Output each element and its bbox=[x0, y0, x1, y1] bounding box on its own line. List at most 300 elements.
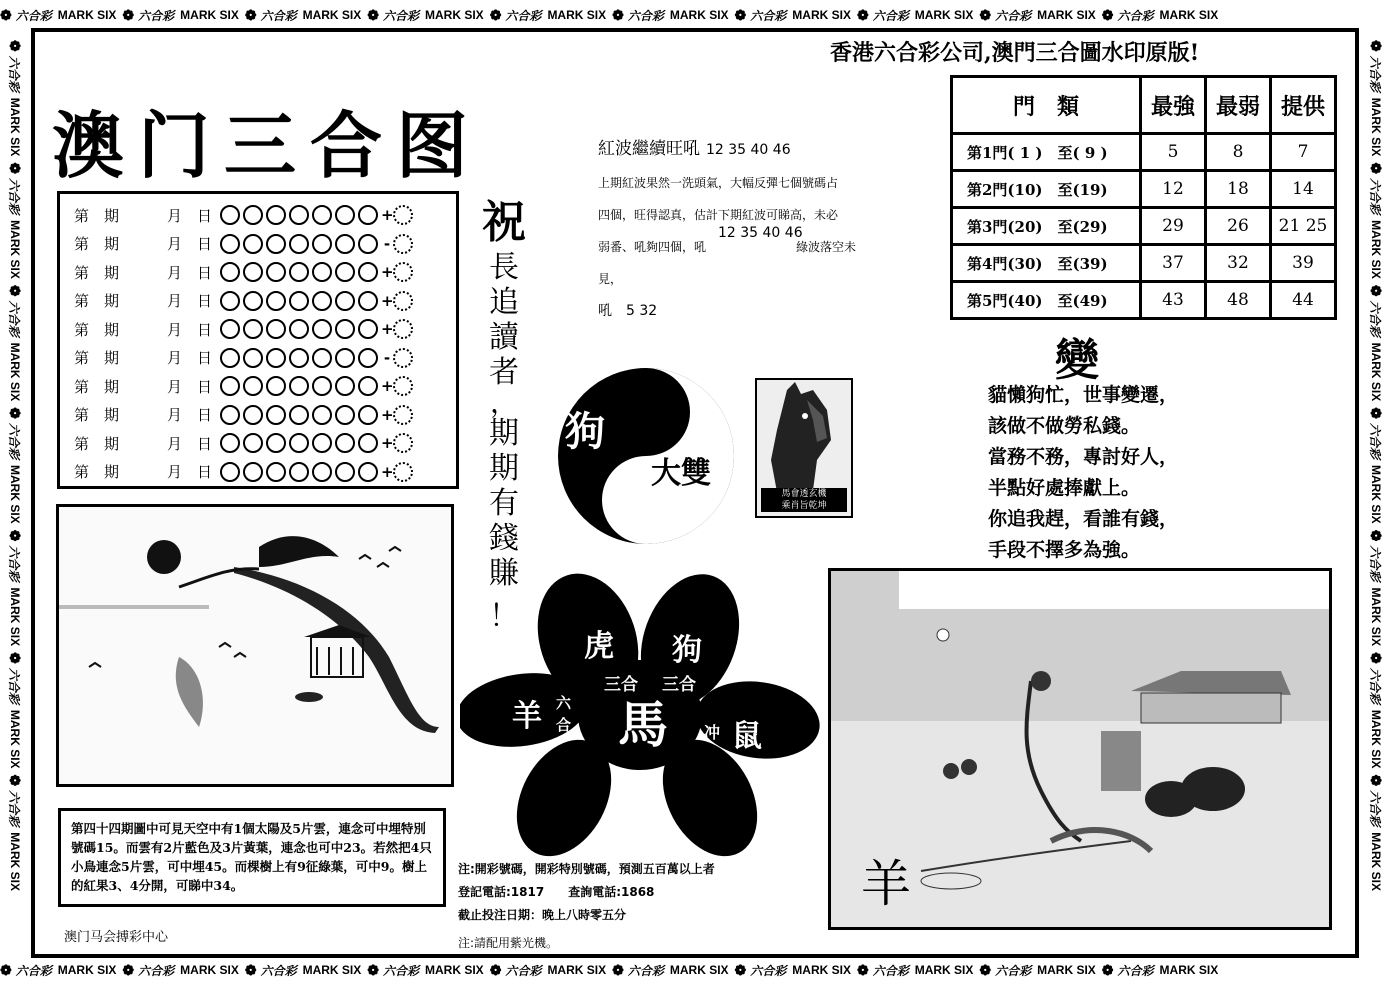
number-circle bbox=[358, 234, 378, 254]
number-circle bbox=[220, 262, 240, 282]
border-cn: 六合彩 bbox=[1368, 423, 1383, 460]
border-en: MARK SIX bbox=[914, 8, 974, 22]
period-month: 月 bbox=[166, 206, 182, 225]
horse-caption1: 馬會透玄機 bbox=[781, 489, 827, 499]
red-wave-para3: 弱番、吼夠四個，吼 bbox=[598, 240, 707, 254]
border-cn: 六合彩 bbox=[260, 8, 297, 23]
border-cn: 六合彩 bbox=[7, 300, 22, 337]
notice-line3: 截止投注日期：晚上八時零五分 bbox=[458, 908, 627, 922]
door-cell-door: 第1門( 1 ) 至( 9 ) bbox=[952, 134, 1141, 171]
flower-icon: ❁ bbox=[1368, 407, 1385, 419]
border-unit bbox=[1368, 40, 1385, 156]
flower-goat: 羊 bbox=[512, 699, 542, 734]
number-circle bbox=[266, 319, 286, 339]
poem-line: 貓懶狗忙，世事變遷， bbox=[988, 384, 1179, 406]
plus-sign: + bbox=[381, 263, 394, 281]
border-cn: 六合彩 bbox=[138, 8, 175, 23]
number-circle bbox=[243, 433, 263, 453]
border-cn: 六合彩 bbox=[7, 55, 22, 92]
plus-sign: + bbox=[381, 405, 394, 424]
period-row bbox=[74, 402, 416, 428]
door-cell-weak: 26 bbox=[1206, 208, 1271, 245]
flower-icon: ❁ bbox=[1368, 529, 1385, 542]
door-cell-weak: 18 bbox=[1206, 171, 1271, 208]
border-en: MARK SIX bbox=[914, 963, 974, 977]
border-cn: 六合彩 bbox=[138, 963, 175, 978]
door-cell-door: 第4門(30) 至(39) bbox=[952, 245, 1141, 282]
poem bbox=[988, 380, 1178, 566]
number-circle bbox=[335, 462, 355, 482]
blessing-big-char: 祝 bbox=[482, 197, 526, 248]
door-cell-offer: 21 25 bbox=[1271, 208, 1336, 245]
number-circle bbox=[289, 205, 309, 225]
border-en: MARK SIX bbox=[1369, 342, 1383, 402]
col-header-door: 門 類 bbox=[952, 77, 1141, 134]
border-cn: 六合彩 bbox=[750, 963, 787, 978]
special-number-circle bbox=[393, 291, 413, 311]
flower-icon: ❁ bbox=[979, 961, 992, 978]
flower-icon: ❁ bbox=[734, 961, 747, 978]
door-cell-strong: 43 bbox=[1141, 282, 1206, 319]
number-circle bbox=[220, 291, 240, 311]
flower-icon: ❁ bbox=[1368, 774, 1385, 787]
number-circle bbox=[289, 234, 309, 254]
number-circle bbox=[243, 319, 263, 339]
page-title: 澳门三合图 bbox=[52, 104, 483, 188]
period-row bbox=[74, 430, 416, 456]
special-number-circle bbox=[393, 205, 413, 225]
flower-horse: 馬 bbox=[618, 696, 668, 754]
yinyang-num2: 6 bbox=[633, 418, 654, 453]
border-en: MARK SIX bbox=[792, 8, 851, 22]
publisher-line: 香港六合彩公司,澳門三合圖水印原版! bbox=[830, 40, 1200, 66]
door-cell-strong: 5 bbox=[1141, 134, 1206, 171]
border-en: MARK SIX bbox=[547, 8, 607, 22]
period-day: 日 bbox=[196, 349, 212, 367]
special-number-circle bbox=[393, 462, 413, 482]
flower-icon: ❁ bbox=[244, 6, 257, 23]
right-border-strip bbox=[1361, 0, 1391, 988]
goat-label: 羊 bbox=[861, 855, 911, 913]
flower-icon: ❁ bbox=[0, 961, 12, 978]
door-row bbox=[952, 171, 1336, 208]
number-circle bbox=[243, 205, 263, 225]
uv-note: 注:請配用紫光機。 bbox=[458, 936, 559, 950]
blessing-line1: 長 追 讀 者 bbox=[489, 250, 519, 390]
period-day: 日 bbox=[196, 235, 212, 253]
flower-icon: ❁ bbox=[734, 6, 747, 23]
border-en: MARK SIX bbox=[302, 963, 362, 977]
period-day: 日 bbox=[196, 434, 212, 453]
blessing-comma: ， bbox=[489, 386, 518, 419]
notice-block bbox=[458, 858, 715, 927]
number-circle bbox=[312, 205, 332, 225]
flower-icon: ❁ bbox=[7, 162, 24, 175]
border-en: MARK SIX bbox=[669, 963, 729, 977]
period-issue: 第 期 bbox=[74, 320, 120, 339]
number-circle bbox=[358, 262, 378, 282]
border-cn: 六合彩 bbox=[15, 8, 52, 23]
number-circle bbox=[220, 462, 240, 482]
border-cn: 六合彩 bbox=[7, 667, 22, 704]
number-circle bbox=[266, 234, 286, 254]
poem-title: 變 bbox=[1055, 335, 1099, 386]
border-en: MARK SIX bbox=[57, 8, 117, 22]
door-cell-offer: 7 bbox=[1271, 134, 1336, 171]
flower-dog: 狗 bbox=[672, 633, 702, 668]
special-number-circle bbox=[393, 262, 413, 282]
border-cn: 六合彩 bbox=[505, 963, 542, 978]
period-day: 日 bbox=[196, 292, 212, 310]
period-month: 月 bbox=[166, 377, 182, 396]
border-cn: 六合彩 bbox=[872, 8, 909, 23]
number-circle bbox=[243, 462, 263, 482]
number-circle bbox=[243, 405, 263, 425]
door-cell-offer: 39 bbox=[1271, 245, 1336, 282]
border-unit bbox=[1368, 652, 1385, 768]
number-circle bbox=[312, 348, 332, 368]
number-circle bbox=[312, 462, 332, 482]
number-circle bbox=[312, 319, 332, 339]
border-en: MARK SIX bbox=[425, 8, 484, 22]
horse-caption2: 乘肖旨乾坤 bbox=[781, 501, 827, 511]
border-cn: 六合彩 bbox=[1117, 8, 1154, 23]
border-unit bbox=[122, 962, 238, 979]
period-issue: 第 期 bbox=[74, 235, 120, 253]
border-unit bbox=[1368, 775, 1385, 891]
col-header-weak: 最弱 bbox=[1206, 77, 1271, 134]
border-en: MARK SIX bbox=[792, 963, 851, 977]
number-circle bbox=[220, 376, 240, 396]
border-unit bbox=[1368, 407, 1385, 523]
border-unit bbox=[857, 962, 973, 979]
flower-icon: ❁ bbox=[979, 6, 992, 23]
flower-icon: ❁ bbox=[1368, 652, 1385, 664]
number-circle bbox=[220, 433, 240, 453]
flower-icon: ❁ bbox=[856, 6, 869, 23]
border-en: MARK SIX bbox=[8, 709, 22, 769]
border-en: MARK SIX bbox=[180, 963, 239, 977]
number-circle bbox=[266, 405, 286, 425]
period-day: 日 bbox=[196, 320, 212, 339]
flower-icon: ❁ bbox=[122, 961, 135, 978]
flower-icon: ❁ bbox=[612, 961, 624, 978]
period-row bbox=[74, 231, 416, 257]
number-circle bbox=[358, 205, 378, 225]
flower-icon: ❁ bbox=[489, 961, 502, 978]
border-en: MARK SIX bbox=[302, 8, 362, 22]
plus-sign: + bbox=[381, 320, 394, 338]
border-cn: 六合彩 bbox=[1368, 790, 1383, 827]
flower-icon: ❁ bbox=[7, 284, 24, 297]
number-circle bbox=[266, 291, 286, 311]
number-circle bbox=[335, 262, 355, 282]
landscape-picture-left bbox=[56, 504, 454, 787]
period-issue: 第 期 bbox=[74, 292, 120, 310]
flower-icon: ❁ bbox=[7, 529, 24, 542]
poem-line: 半點好處捧獻上。 bbox=[988, 477, 1141, 499]
flower-icon: ❁ bbox=[367, 6, 379, 23]
clue-description: 第四十四期圖中可見天空中有1個太陽及5片雲，連念可中埋特別號碼15。而雲有2片藍色及3片黃葉，連念也可中23。若然把4只小鳥連念5片雲，可中埋45。而棵樹上有9征綠葉，可中9。樹上的紅果3、4分開，可睇中34。 bbox=[58, 808, 446, 907]
red-wave-para3-tail: 綠波落空未見， bbox=[598, 240, 857, 286]
number-circle bbox=[289, 262, 309, 282]
border-en: MARK SIX bbox=[1369, 587, 1383, 647]
periods-box bbox=[57, 191, 459, 489]
flower-icon: ❁ bbox=[7, 774, 24, 787]
border-unit bbox=[245, 7, 361, 24]
col-header-offer: 提供 bbox=[1271, 77, 1336, 134]
number-circle bbox=[220, 348, 240, 368]
border-cn: 六合彩 bbox=[7, 423, 22, 460]
door-cell-weak: 8 bbox=[1206, 134, 1271, 171]
period-month: 月 bbox=[166, 263, 182, 282]
border-cn: 六合彩 bbox=[383, 8, 420, 23]
zodiac-flower bbox=[460, 570, 820, 860]
special-number-circle bbox=[393, 433, 413, 453]
border-cn: 六合彩 bbox=[1117, 963, 1154, 978]
border-unit bbox=[7, 775, 24, 891]
number-circle bbox=[335, 319, 355, 339]
border-en: MARK SIX bbox=[8, 220, 22, 279]
number-circle bbox=[312, 405, 332, 425]
border-cn: 六合彩 bbox=[1368, 55, 1383, 92]
number-circle bbox=[289, 291, 309, 311]
number-circle bbox=[266, 433, 286, 453]
border-en: MARK SIX bbox=[1159, 963, 1219, 977]
flower-sanhe2: 三合 bbox=[662, 675, 696, 695]
number-circle bbox=[312, 433, 332, 453]
number-circle bbox=[335, 433, 355, 453]
flower-icon: ❁ bbox=[856, 961, 869, 978]
flower-rat: 鼠 bbox=[732, 719, 762, 754]
number-circle bbox=[289, 433, 309, 453]
flower-sanhe1: 三合 bbox=[604, 675, 638, 695]
flower-icon: ❁ bbox=[1101, 961, 1114, 978]
flower-liu: 六 bbox=[556, 694, 572, 712]
border-cn: 六合彩 bbox=[15, 963, 52, 978]
winter-picture-right bbox=[828, 568, 1332, 930]
border-en: MARK SIX bbox=[1369, 465, 1383, 524]
number-circle bbox=[358, 376, 378, 396]
number-circle bbox=[289, 348, 309, 368]
col-header-strong: 最強 bbox=[1141, 77, 1206, 134]
border-unit bbox=[490, 962, 606, 979]
number-circle bbox=[358, 405, 378, 425]
flower-icon: ❁ bbox=[0, 6, 12, 23]
period-row bbox=[74, 459, 416, 485]
number-circle bbox=[358, 319, 378, 339]
border-unit bbox=[367, 7, 483, 24]
border-unit bbox=[1368, 530, 1385, 646]
border-unit bbox=[612, 7, 728, 24]
period-issue: 第 期 bbox=[74, 349, 120, 367]
period-issue: 第 期 bbox=[74, 263, 120, 282]
plus-sign: + bbox=[381, 206, 394, 224]
poem-line: 手段不擇多為強。 bbox=[988, 539, 1141, 561]
flower-icon: ❁ bbox=[489, 6, 502, 23]
flower-icon: ❁ bbox=[7, 652, 24, 664]
door-category-table bbox=[950, 75, 1337, 320]
border-unit bbox=[367, 962, 483, 979]
red-wave-para4: 吼 5 32 bbox=[598, 303, 658, 319]
border-cn: 六合彩 bbox=[750, 8, 787, 23]
border-unit bbox=[1102, 962, 1218, 979]
number-circle bbox=[220, 319, 240, 339]
border-cn: 六合彩 bbox=[1368, 545, 1383, 582]
border-unit bbox=[979, 7, 1095, 24]
border-unit bbox=[7, 162, 24, 278]
number-circle bbox=[335, 376, 355, 396]
red-wave-headline: 紅波繼續旺吼 bbox=[598, 139, 700, 159]
border-unit bbox=[7, 530, 24, 646]
blessing-line2: 期 期 有 錢 賺 bbox=[489, 416, 519, 591]
number-circle bbox=[243, 291, 263, 311]
border-en: MARK SIX bbox=[8, 342, 22, 402]
number-circle bbox=[220, 205, 240, 225]
number-circle bbox=[266, 376, 286, 396]
door-cell-weak: 32 bbox=[1206, 245, 1271, 282]
flower-icon: ❁ bbox=[367, 961, 379, 978]
border-cn: 六合彩 bbox=[1368, 667, 1383, 704]
border-unit bbox=[122, 7, 238, 24]
border-en: MARK SIX bbox=[8, 587, 22, 647]
border-en: MARK SIX bbox=[1037, 963, 1096, 977]
border-unit bbox=[735, 7, 851, 24]
red-wave-column bbox=[598, 134, 878, 327]
border-en: MARK SIX bbox=[425, 963, 484, 977]
border-unit bbox=[735, 962, 851, 979]
number-circle bbox=[266, 205, 286, 225]
special-number-circle bbox=[393, 319, 413, 339]
border-unit bbox=[7, 407, 24, 523]
border-cn: 六合彩 bbox=[627, 8, 664, 23]
border-unit bbox=[857, 7, 973, 24]
special-number-circle bbox=[393, 405, 413, 425]
border-unit bbox=[7, 40, 24, 156]
door-cell-door: 第5門(40) 至(49) bbox=[952, 282, 1141, 319]
plus-sign: + bbox=[381, 434, 394, 452]
period-row bbox=[74, 288, 416, 314]
blessing-mark: ！ bbox=[489, 599, 519, 634]
border-en: MARK SIX bbox=[1369, 97, 1383, 157]
blessing-vertical bbox=[474, 186, 534, 635]
notice-line2: 登記電話:1817 查詢電話:1868 bbox=[458, 885, 655, 899]
period-day: 日 bbox=[196, 463, 212, 481]
yinyang-num1: 3 bbox=[633, 378, 654, 413]
number-circle bbox=[358, 348, 378, 368]
period-month: 月 bbox=[166, 292, 182, 310]
border-en: MARK SIX bbox=[1159, 8, 1219, 22]
number-circle bbox=[335, 291, 355, 311]
period-row bbox=[74, 259, 416, 285]
border-cn: 六合彩 bbox=[627, 963, 664, 978]
period-issue: 第 期 bbox=[74, 463, 120, 481]
number-circle bbox=[243, 234, 263, 254]
yinyang-label: 大雙 bbox=[651, 456, 711, 491]
number-circle bbox=[335, 205, 355, 225]
number-circle bbox=[289, 405, 309, 425]
border-unit bbox=[7, 652, 24, 768]
border-unit bbox=[1368, 162, 1385, 278]
horse-image bbox=[755, 378, 853, 518]
poem-line: 當務不務，專討好人， bbox=[988, 446, 1179, 468]
flower-icon: ❁ bbox=[7, 40, 24, 52]
border-en: MARK SIX bbox=[669, 8, 729, 22]
border-unit bbox=[1368, 285, 1385, 401]
red-wave-para1: 上期紅波果然一洗頭氣，大幅反彈七個號碼占 bbox=[598, 176, 839, 190]
door-row bbox=[952, 282, 1336, 319]
border-cn: 六合彩 bbox=[7, 545, 22, 582]
number-circle bbox=[243, 348, 263, 368]
number-circle bbox=[312, 262, 332, 282]
red-wave-numbers: 12 35 40 46 bbox=[706, 142, 791, 158]
border-en: MARK SIX bbox=[8, 465, 22, 524]
yinyang-animal: 狗 bbox=[565, 409, 605, 455]
door-row bbox=[952, 134, 1336, 171]
number-circle bbox=[358, 291, 378, 311]
period-month: 月 bbox=[166, 235, 182, 253]
border-unit bbox=[979, 962, 1095, 979]
flower-he: 合 bbox=[556, 716, 572, 734]
special-number-circle bbox=[393, 348, 413, 368]
period-day: 日 bbox=[196, 377, 212, 396]
flower-icon: ❁ bbox=[1368, 40, 1385, 52]
door-cell-strong: 29 bbox=[1141, 208, 1206, 245]
door-cell-offer: 44 bbox=[1271, 282, 1336, 319]
border-en: MARK SIX bbox=[8, 832, 22, 891]
flower-icon: ❁ bbox=[612, 6, 624, 23]
border-unit bbox=[245, 962, 361, 979]
poem-line: 你追我趕，看誰有錢， bbox=[988, 508, 1179, 530]
border-en: MARK SIX bbox=[1369, 709, 1383, 769]
number-circle bbox=[335, 405, 355, 425]
border-en: MARK SIX bbox=[1369, 832, 1383, 891]
border-cn: 六合彩 bbox=[7, 790, 22, 827]
number-circle bbox=[312, 376, 332, 396]
door-row bbox=[952, 245, 1336, 282]
border-en: MARK SIX bbox=[1369, 220, 1383, 279]
number-circle bbox=[289, 376, 309, 396]
number-circle bbox=[220, 405, 240, 425]
number-circle bbox=[266, 348, 286, 368]
flower-icon: ❁ bbox=[1368, 162, 1385, 175]
period-row bbox=[74, 202, 416, 228]
poem-line: 該做不做勞私錢。 bbox=[988, 415, 1141, 437]
border-en: MARK SIX bbox=[57, 963, 117, 977]
number-circle bbox=[266, 462, 286, 482]
border-en: MARK SIX bbox=[547, 963, 607, 977]
period-row bbox=[74, 345, 416, 371]
plus-sign: - bbox=[383, 348, 391, 367]
border-cn: 六合彩 bbox=[995, 8, 1032, 23]
top-border-strip bbox=[0, 0, 1391, 30]
period-day: 日 bbox=[196, 263, 212, 282]
border-cn: 六合彩 bbox=[995, 963, 1032, 978]
flower-tiger: 虎 bbox=[584, 629, 614, 664]
border-cn: 六合彩 bbox=[383, 963, 420, 978]
border-en: MARK SIX bbox=[180, 8, 239, 22]
red-wave-para2: 四個，旺得認真，估計下期紅波可睇高，未必 bbox=[598, 208, 839, 222]
period-day: 日 bbox=[196, 206, 212, 225]
number-circle bbox=[358, 462, 378, 482]
special-number-circle bbox=[393, 234, 413, 254]
border-unit bbox=[7, 285, 24, 401]
number-circle bbox=[335, 348, 355, 368]
period-month: 月 bbox=[166, 320, 182, 339]
plus-sign: - bbox=[383, 234, 391, 253]
center-name: 澳门马会搏彩中心 bbox=[64, 930, 169, 945]
number-circle bbox=[289, 319, 309, 339]
